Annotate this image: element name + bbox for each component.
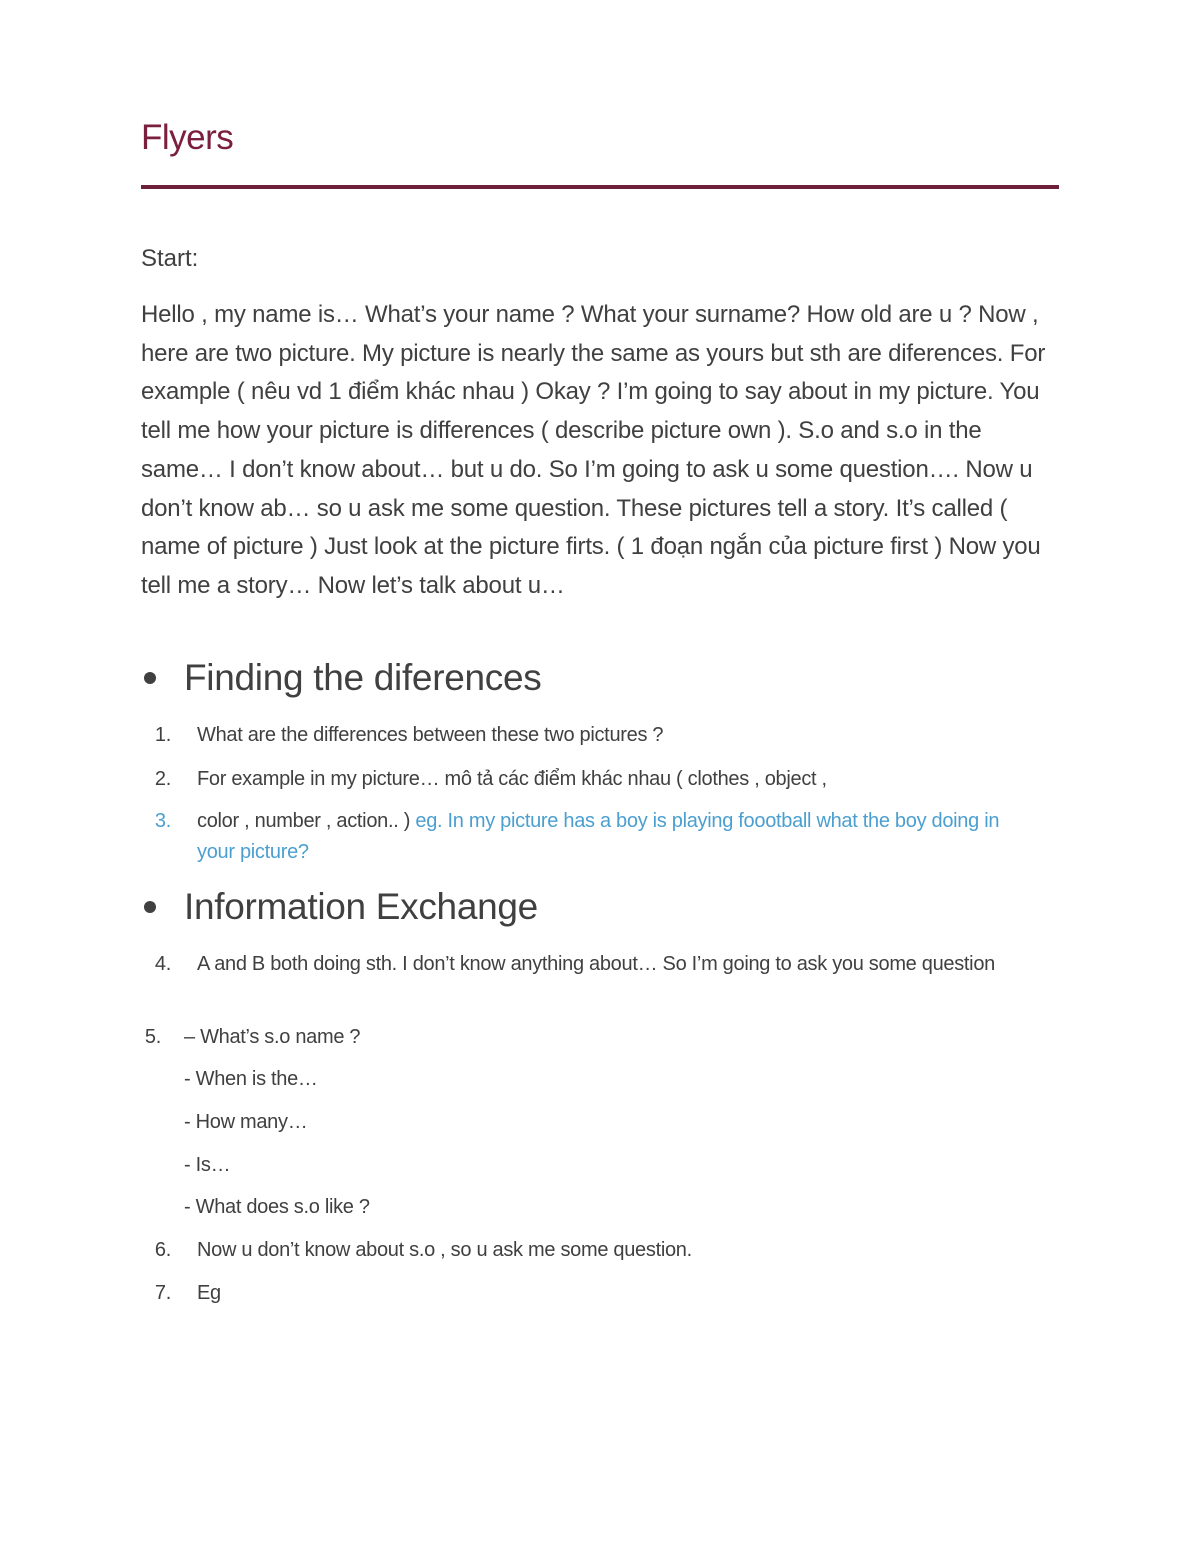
sub-item: - When is the… (184, 1068, 318, 1090)
document-title: Flyers (141, 118, 234, 157)
list-number: 1. (154, 724, 171, 746)
list-number: 5. (144, 1026, 161, 1048)
section-heading-text: Information Exchange (184, 886, 538, 927)
intro-paragraph: Hello , my name is… What’s your name ? What your surname? How old are u ? Now , here are two picture. My picture is nearly the same as yours but sth are diferences. For example ( nêu vd 1 điểm khác nhau ) Okay ? I’m going to say about in my picture. You tell me how your picture is differences ( describe picture own ). S.o and s.o in the same… I don’t know about… but u do. So I’m going to ask u some question…. Now u don’t know ab… so u ask me some question. These pictures tell a story. It’s called ( name of picture ) Just look at the picture firts. ( 1 đoạn ngắn của picture first ) Now you tell me a story… Now let’s talk about u… (141, 301, 1046, 599)
list-text: For example in my picture… mô tả các điểm khác nhau ( clothes , object , (197, 768, 827, 790)
list-number: 2. (154, 768, 171, 790)
list-text: Eg (197, 1282, 221, 1304)
section-heading-information-exchange (141, 886, 538, 928)
sub-item: - How many… (184, 1111, 308, 1133)
list-text: What are the differences between these two pictures ? (197, 724, 664, 746)
list-number: 4. (154, 953, 171, 975)
highlighted-example: eg. In my picture has a boy is playing foootball what the boy doing in your picture? (197, 810, 1000, 863)
list-text: color , number , action.. ) (197, 810, 411, 832)
list-number: 3. (154, 810, 171, 832)
list-number: 7. (154, 1282, 171, 1304)
section-heading-text: Finding the diferences (184, 657, 542, 698)
list-text: – What’s s.o name ? (184, 1026, 361, 1048)
bullet-icon (144, 672, 156, 684)
sub-item: - What does s.o like ? (184, 1196, 370, 1218)
bullet-icon (144, 901, 156, 913)
list-text: A and B both doing sth. I don’t know anything about… So I’m going to ask you some question (197, 953, 995, 975)
start-label: Start: (141, 245, 199, 272)
list-text: Now u don’t know about s.o , so u ask me some question. (197, 1239, 692, 1261)
list-text-with-highlight (197, 806, 1027, 868)
list-number: 6. (154, 1239, 171, 1261)
sub-item: - Is… (184, 1154, 231, 1176)
section-heading-differences (141, 657, 541, 699)
title-divider (141, 185, 1059, 189)
